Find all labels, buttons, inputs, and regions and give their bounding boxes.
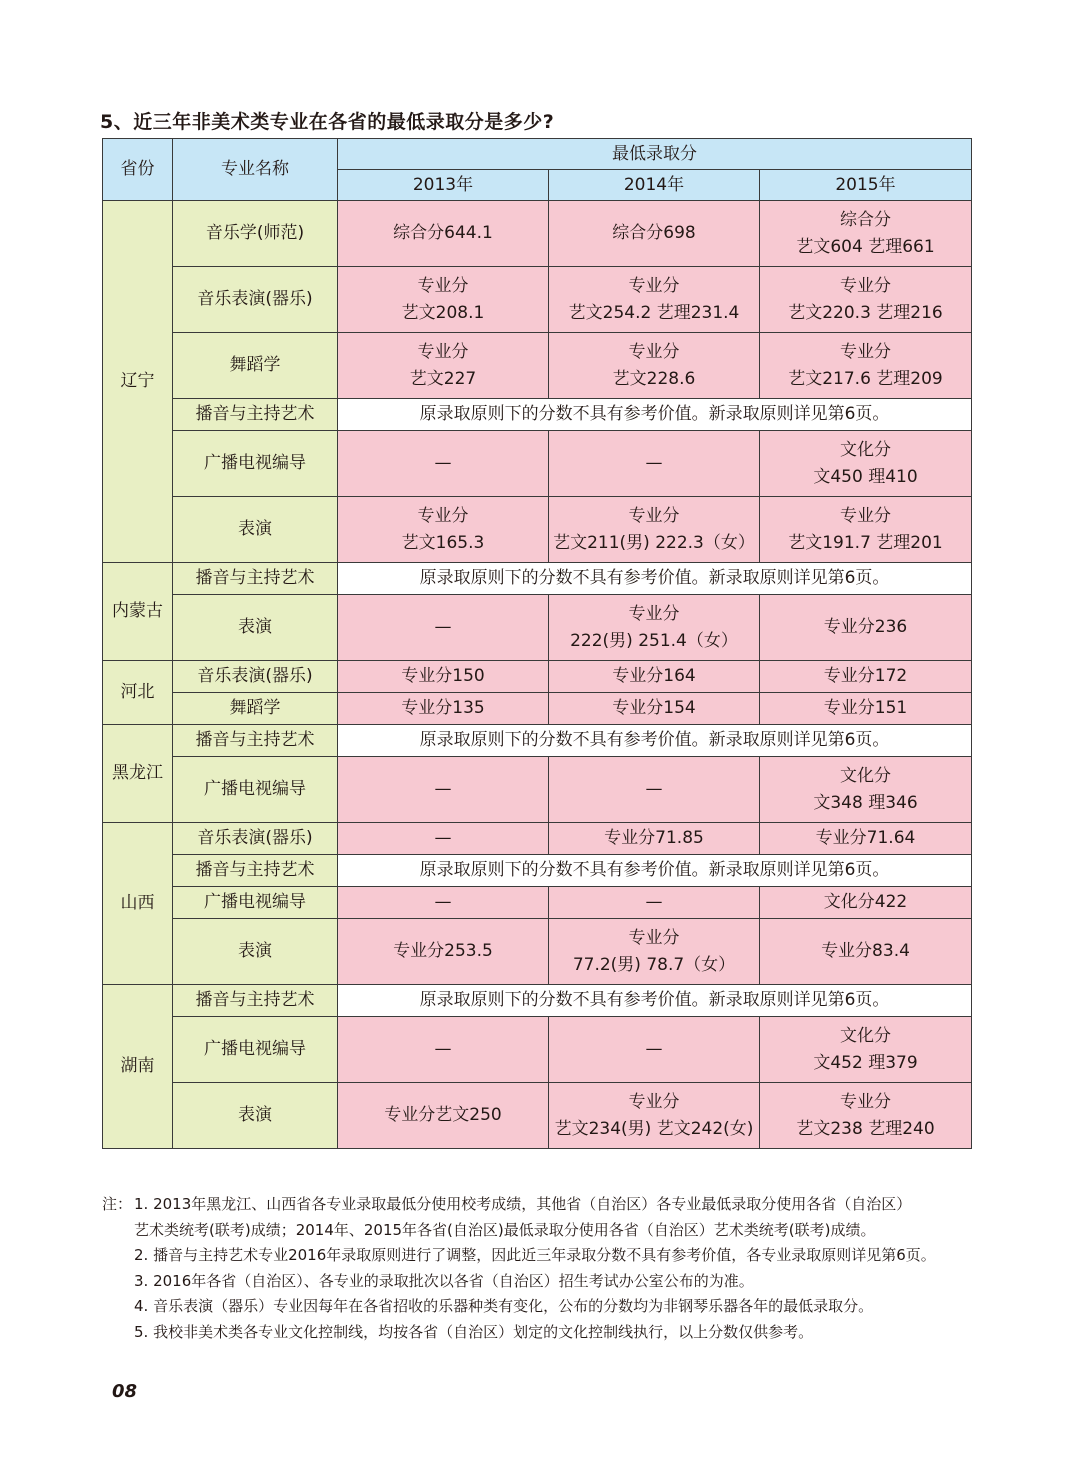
min-score-table (102, 138, 972, 1149)
score-cell (760, 497, 972, 563)
score-line: 专业分253.5 (393, 941, 493, 961)
header-min-score: 最低录取分 (338, 139, 972, 170)
note-item: 5. 我校非美术类各专业文化控制线，均按各省（自治区）划定的文化控制线执行，以上分数仅供参考。 (134, 1322, 814, 1341)
score-line: 专业分 (417, 341, 469, 362)
score-cell (549, 823, 760, 855)
score-line: 专业分83.4 (821, 941, 910, 961)
major-cell: 广播电视编导 (173, 757, 338, 823)
score-cell (760, 595, 972, 661)
score-cell (760, 693, 972, 725)
score-line: 专业分 (417, 275, 469, 296)
score-line: 文化分 (840, 439, 891, 460)
score-line: 艺文211(男) 222.3（女） (553, 532, 755, 553)
score-cell (338, 661, 549, 693)
score-line: — (434, 779, 452, 799)
score-cell (760, 333, 972, 399)
score-cell (760, 201, 972, 267)
score-cell (338, 595, 549, 661)
major-cell: 音乐学(师范) (173, 201, 338, 267)
province-cell: 内蒙古 (103, 563, 173, 661)
merged-note-cell: 原录取原则下的分数不具有参考价值。新录取原则详见第6页。 (338, 985, 972, 1017)
header-province: 省份 (103, 139, 173, 201)
score-line: 专业分236 (823, 617, 908, 637)
score-line: — (645, 1039, 663, 1059)
note-item: 3. 2016年各省（自治区）、各专业的录取批次以各省（自治区）招生考试办公室公布的为准。 (134, 1271, 754, 1290)
score-cell (338, 693, 549, 725)
header-year-2015: 2015年 (760, 170, 972, 201)
score-line: 艺文227 (409, 368, 477, 389)
table-row (103, 919, 972, 985)
score-line: 专业分135 (401, 698, 485, 718)
province-cell: 黑龙江 (103, 725, 173, 823)
note-item: 2. 播音与主持艺术专业2016年录取原则进行了调整，因此近三年录取分数不具有参考价值，各专业录取原则详见第6页。 (134, 1246, 936, 1264)
merged-note-cell: 原录取原则下的分数不具有参考价值。新录取原则详见第6页。 (338, 725, 972, 757)
score-line: — (434, 1039, 452, 1059)
score-line: 文348 理346 (813, 792, 918, 813)
table-row (103, 497, 972, 563)
score-line: 222(男) 251.4（女） (570, 630, 738, 651)
score-line: 艺文228.6 (612, 368, 696, 389)
score-line: — (434, 892, 452, 912)
score-line: 文化分422 (823, 892, 908, 912)
score-line: 专业分71.85 (604, 828, 704, 848)
table-row (103, 693, 972, 725)
province-cell: 湖南 (103, 985, 173, 1149)
score-cell (338, 1083, 549, 1149)
score-cell (549, 1083, 760, 1149)
province-cell: 河北 (103, 661, 173, 725)
score-line: 专业分 (840, 275, 891, 296)
page-title: 5、近三年非美术类专业在各省的最低录取分是多少? (100, 111, 555, 133)
major-cell: 音乐表演(器乐) (173, 823, 338, 855)
major-cell: 舞蹈学 (173, 333, 338, 399)
province-cell: 山西 (103, 823, 173, 985)
score-cell (338, 333, 549, 399)
score-cell (338, 431, 549, 497)
header-major: 专业名称 (173, 139, 338, 201)
table-row (103, 985, 972, 1017)
score-cell (549, 431, 760, 497)
score-line: 专业分164 (612, 666, 696, 686)
score-line: 专业分 (628, 505, 680, 526)
score-cell (760, 919, 972, 985)
score-line: 专业分71.64 (815, 828, 916, 848)
score-line: 文450 理410 (813, 466, 918, 487)
major-cell: 表演 (173, 1083, 338, 1149)
header-year-2014: 2014年 (549, 170, 760, 201)
table-row (103, 1017, 972, 1083)
table-row (103, 267, 972, 333)
major-cell: 舞蹈学 (173, 693, 338, 725)
score-cell (338, 823, 549, 855)
score-cell (338, 757, 549, 823)
score-cell (338, 1017, 549, 1083)
major-cell: 播音与主持艺术 (173, 563, 338, 595)
score-line: 专业分艺文250 (384, 1105, 502, 1125)
score-line: 艺文238 艺理240 (796, 1118, 935, 1139)
score-cell (338, 919, 549, 985)
notes-label: 注： (102, 1195, 133, 1213)
score-cell (549, 595, 760, 661)
score-cell (338, 267, 549, 333)
note-item: 艺术类统考(联考)成绩；2014年、2015年各省(自治区)最低录取分使用各省（自治区）艺术类统考(联考)成绩。 (134, 1220, 876, 1239)
score-line: 文化分 (840, 765, 891, 786)
score-line: 专业分172 (823, 666, 908, 686)
province-cell: 辽宁 (103, 201, 173, 563)
major-cell: 广播电视编导 (173, 431, 338, 497)
score-cell (760, 1017, 972, 1083)
major-cell: 广播电视编导 (173, 887, 338, 919)
table-row (103, 431, 972, 497)
table-row (103, 887, 972, 919)
score-line: 专业分 (628, 603, 680, 624)
score-cell (549, 497, 760, 563)
score-cell (549, 693, 760, 725)
major-cell: 表演 (173, 595, 338, 661)
score-cell (338, 201, 549, 267)
table-row (103, 563, 972, 595)
score-cell (549, 887, 760, 919)
table-row (103, 757, 972, 823)
major-cell: 表演 (173, 919, 338, 985)
table-row (103, 855, 972, 887)
score-cell (549, 333, 760, 399)
score-cell (760, 431, 972, 497)
score-line: 专业分150 (401, 666, 485, 686)
score-line: — (645, 453, 663, 473)
score-cell (338, 887, 549, 919)
score-cell (549, 661, 760, 693)
score-line: — (645, 779, 663, 799)
score-line: 专业分 (840, 505, 891, 526)
score-cell (549, 757, 760, 823)
major-cell: 播音与主持艺术 (173, 985, 338, 1017)
score-cell (549, 1017, 760, 1083)
score-cell (760, 1083, 972, 1149)
table-row (103, 1083, 972, 1149)
score-line: 艺文254.2 艺理231.4 (568, 302, 740, 323)
merged-note-cell: 原录取原则下的分数不具有参考价值。新录取原则详见第6页。 (338, 855, 972, 887)
score-line: — (434, 453, 452, 473)
score-line: 专业分 (417, 505, 469, 526)
score-line: — (434, 617, 452, 637)
table-row (103, 725, 972, 757)
score-line: 专业分 (628, 927, 680, 948)
note-item: 4. 音乐表演（器乐）专业因每年在各省招收的乐器种类有变化，公布的分数均为非钢琴乐器各年的最低录取分。 (134, 1297, 874, 1315)
major-cell: 播音与主持艺术 (173, 399, 338, 431)
score-line: 艺文191.7 艺理201 (788, 532, 943, 553)
notes (102, 1192, 982, 1345)
score-line: 综合分644.1 (393, 223, 493, 243)
score-line: — (645, 892, 663, 912)
score-line: 专业分154 (612, 698, 696, 718)
score-line: 艺文208.1 (401, 302, 485, 323)
table-row (103, 595, 972, 661)
score-line: 综合分 (840, 209, 891, 230)
score-line: 77.2(男) 78.7（女） (572, 954, 736, 975)
table-row (103, 399, 972, 431)
score-line: 专业分 (840, 341, 891, 362)
score-line: 艺文604 艺理661 (796, 236, 935, 257)
merged-note-cell: 原录取原则下的分数不具有参考价值。新录取原则详见第6页。 (338, 399, 972, 431)
major-cell: 广播电视编导 (173, 1017, 338, 1083)
score-cell (760, 661, 972, 693)
score-cell (760, 757, 972, 823)
major-cell: 表演 (173, 497, 338, 563)
score-line: 艺文220.3 艺理216 (788, 302, 943, 323)
score-cell (760, 267, 972, 333)
score-line: — (434, 828, 452, 848)
score-cell (760, 887, 972, 919)
score-cell (549, 267, 760, 333)
header-year-2013: 2013年 (338, 170, 549, 201)
major-cell: 播音与主持艺术 (173, 725, 338, 757)
table-row (103, 201, 972, 267)
table-row (103, 823, 972, 855)
score-line: 艺文165.3 (401, 532, 485, 553)
score-line: 文452 理379 (813, 1052, 918, 1073)
score-cell (549, 919, 760, 985)
score-line: 艺文217.6 艺理209 (788, 368, 943, 389)
merged-note-cell: 原录取原则下的分数不具有参考价值。新录取原则详见第6页。 (338, 563, 972, 595)
score-cell (760, 823, 972, 855)
score-cell (338, 497, 549, 563)
score-line: 专业分 (628, 341, 680, 362)
score-cell (549, 201, 760, 267)
score-line: 专业分 (628, 275, 680, 296)
table-row (103, 661, 972, 693)
score-line: 综合分698 (612, 223, 696, 243)
score-line: 艺文234(男) 艺文242(女) (554, 1118, 754, 1139)
major-cell: 音乐表演(器乐) (173, 267, 338, 333)
score-line: 文化分 (840, 1025, 891, 1046)
page-number: 08 (112, 1381, 138, 1402)
score-line: 专业分151 (823, 698, 908, 718)
major-cell: 播音与主持艺术 (173, 855, 338, 887)
score-line: 专业分 (628, 1091, 680, 1112)
major-cell: 音乐表演(器乐) (173, 661, 338, 693)
table-row (103, 333, 972, 399)
score-line: 专业分 (840, 1091, 891, 1112)
note-item: 1. 2013年黑龙江、山西省各专业录取最低分使用校考成绩，其他省（自治区）各专业最低录取分使用各省（自治区） (134, 1195, 912, 1213)
